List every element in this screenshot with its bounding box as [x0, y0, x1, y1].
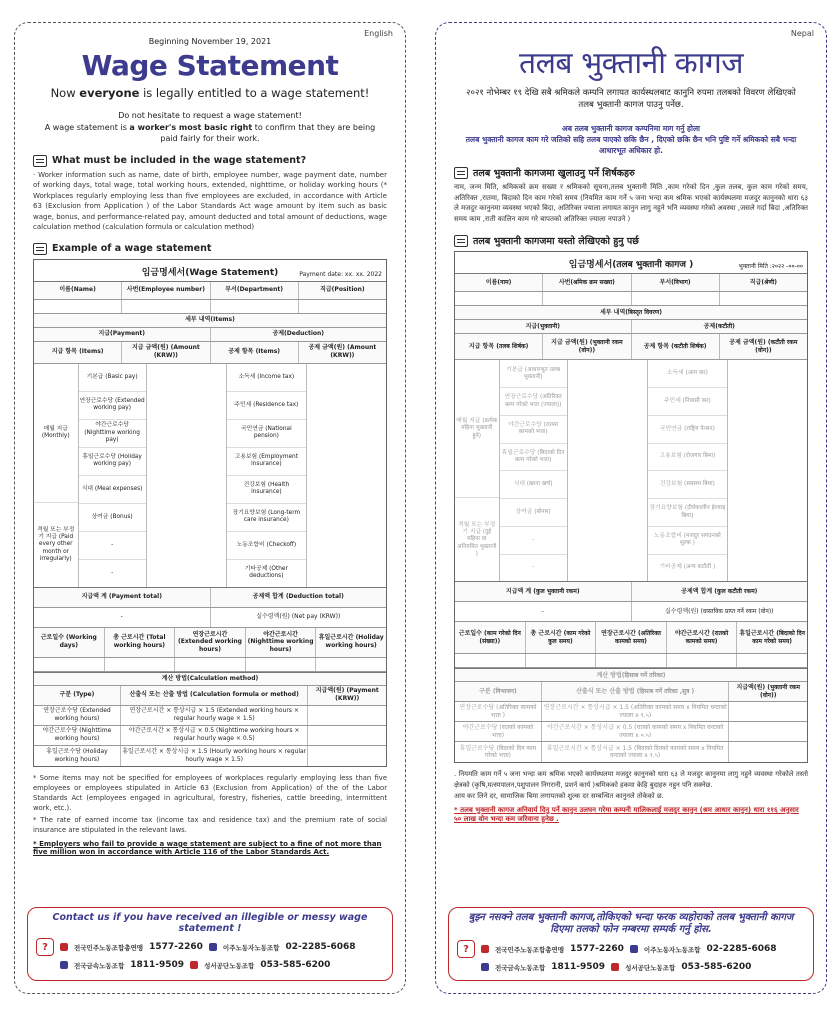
org-name: 이주노동자노동조합 — [643, 945, 701, 954]
deduction-item: 장기요양보험 (Long-term care insurance) — [227, 504, 306, 532]
document-icon — [454, 235, 468, 247]
pay-item: - — [532, 564, 535, 571]
deduction-item: 건강보험 (Health insurance) — [227, 476, 306, 504]
calc-type: 휴일근로수당 (बिदाको दिन काम गरेको भत्ता) — [455, 742, 542, 762]
org-name: 이주노동자노동조합 — [222, 943, 280, 952]
info-header: 직급(Position) — [320, 286, 365, 294]
payment-date: Payment date: xx. xx. 2022 — [299, 270, 382, 278]
wage-statement-example — [454, 251, 808, 763]
column-header: 지급 금액(원) (भुक्तानी रकम (वोन)) — [543, 334, 631, 359]
calc-header: 계산 방법(हिसाब गर्ने तरिका) — [596, 671, 666, 679]
footnote: आय कर लिने दर, सामाजिक बिमा लगायतको शुल्क दर सम्बन्धित कानुनले तोकेको छ. — [454, 791, 664, 800]
statement-title: 임금명세서(Wage Statement) — [141, 267, 279, 278]
hours-header: 근로일수 (Working days) — [34, 628, 105, 657]
org-name: 성서공단노동조합 — [204, 961, 255, 970]
pay-item: 휴일근로수당 (Holiday working pay) — [79, 448, 146, 476]
footnote: . नियमति काम गर्ने ५ जना भन्दा कम श्रमिक भएको कार्यस्थलमा मजदुर कानुनको धारा ६३ ले मजदुर कानुनमा लागु नहुने व्यवस्था गरेकोले तस्तो क्षेत्रको (कृषि,मत्स्यपालन,पशुपालन निगरानी, प्रशर्न कार्य )श्रमिकको हकमा केहि बुदाहरु नहुन पनि सक्नेछ. — [454, 770, 808, 789]
phone-number[interactable]: 053-585-6200 — [681, 962, 752, 972]
calc-formula: 야간근로시간 × 통상시급 × 0.5 (Nighttime working hours × regular hourly wage × 0.5) — [121, 726, 309, 745]
column-header: 공제 금액(원) (कटौती रकम (वोन)) — [729, 339, 798, 354]
pay-item: 식대 (Meal expenses) — [79, 476, 146, 504]
deduction-item: 국민연금 (राष्ट्रिय पेन्सन) — [648, 416, 727, 444]
calc-formula: 휴일근로시간 × 통상시급 × 1.5 (Hourly working hours × regular hourly wage × 1.5) — [121, 746, 309, 766]
subtitle: Now everyone is legally entitled to a wage statement! — [50, 86, 370, 100]
nepali-panel — [435, 22, 827, 994]
group-label: 격월 또는 부정기 지급 (दुई महिना वा अनियमित भुक्तानी ) — [457, 521, 497, 557]
section-heading-example: Example of a wage statement — [33, 243, 387, 255]
pay-item: - — [111, 569, 114, 576]
union-logo-icon — [60, 943, 68, 951]
calc-type: 연장근로수당 (अतिरिक्त कामको भत्ता ) — [455, 702, 542, 721]
info-header: 이름(नाम) — [455, 274, 543, 291]
pay-item: 상여금 (बोनस) — [500, 499, 567, 527]
group-label: 매월 지급 (प्रत्येक महिना भुक्तानी हुने) — [455, 360, 499, 498]
contents-description: · Worker information such as name, date of birth, employee number, wage payment date, number of working days, total wage, total working hours, extended, nighttime, or holiday working hours (* Workplaces regularly employing less than five employees are excluded, in accordance with Article 63 (Exclusion from Application ) of the Labor Standards Act wage amount by item such as basic wage, bonus, and performance-related pay, amount deducted and total amount of deductions, wage calculation method (calculation formula or calculation method) — [33, 170, 387, 232]
phone-number[interactable]: 053-585-6200 — [260, 960, 331, 970]
document-icon — [454, 167, 468, 179]
effective-date: Beginning November 19, 2021 — [148, 37, 272, 46]
phone-number[interactable]: 1811-9509 — [551, 962, 606, 972]
contact-title: बुझ्न नसक्ने तलब भुक्तानी कागज,तोकिएको भन्दा फरक व्यहोराको तलब भुक्तानी कागज दिएमा तलको फोन नम्बरमा सम्पर्क गर्नु होस. — [468, 912, 794, 935]
group-label: 매월 지급 (Monthly) — [34, 364, 78, 503]
union-logo-icon — [190, 961, 198, 969]
info-header: 부서(Department) — [211, 282, 299, 299]
intro-text: अब तलब भुक्तानी कागज कम्पनिमा माग गर्नु होला तलब भुक्तानी कागज काम गरे जतिको सहि तलब पाएको छकि छैन , दिएको छकि छैन भनि पुष्टि गर्ने श्रमिकको सबै भन्दा आधारभूत अधिकार हो. — [465, 123, 797, 155]
calc-type: 휴일근로수당 (Holiday working hours) — [34, 746, 121, 766]
calc-formula: 휴일근로시간 × 통상시급 × 1.5 (बिदाको दिनको कामको समय x नियमित घन्टाको ज्याला x १.५) — [542, 742, 730, 762]
phone-icon: ? — [36, 938, 54, 956]
hours-header: 휴일근로시간 (Holiday working hours) — [318, 634, 384, 650]
fine-notice: * तलब भुक्तानी कागज अनिवार्य दिनु पर्ने कानुन उलघन गरेमा कम्पनी मालिकलाई मजदुर कानुन (श्रम आधार कानुन) धारा ११६ अनुसार ५० लाख वोन भन्दा कम जरिवाना हुनेछ . — [454, 805, 799, 823]
pay-item: - — [500, 527, 567, 555]
deduction-item: 노동조합비 (मजदुर सगंठनको शुल्क ) — [648, 527, 727, 555]
calc-col: 지급액(원) (भुक्तानी रकम (वोन)) — [736, 684, 800, 699]
calc-type: 야간근로수당 (रातको कामको भत्ता) — [455, 722, 542, 741]
page-title: तलब भुक्तानी कागज — [518, 46, 744, 81]
pay-item: 기본급 (Basic pay) — [79, 364, 146, 392]
pay-item: 야간근로수당 (Nighttime working pay) — [79, 420, 146, 448]
document-icon — [33, 243, 47, 255]
statement-title: 임금명세서(तलब भुक्तानी कागज ) — [568, 260, 694, 271]
calc-formula: 야간근로시간 × 통상시급 × 0.5 (रातको कामको समय x नियमित घन्टाको ज्याला x ०.५) — [542, 722, 730, 741]
section-heading-contents: तलब भुक्तानी कागजमा खुलाउनु पर्ने शिर्षकहरु — [454, 166, 808, 179]
group-label: 격월 또는 부정기 지급 (Paid every other month or irregularly) — [37, 526, 75, 562]
document-icon — [33, 155, 47, 167]
union-logo-icon — [630, 945, 638, 953]
pay-item: 상여금 (Bonus) — [79, 504, 146, 532]
calc-type: 연장근로수당 (Extended working hours) — [34, 706, 121, 725]
column-header: 공제 금액(원) (Amount (KRW)) — [308, 344, 377, 360]
union-logo-icon — [611, 963, 619, 971]
pay-item: 휴일근로수당 (बिदाको दिन काम गरेको भत्ता) — [500, 444, 567, 472]
info-header: 직급(श्रेणी) — [749, 279, 777, 286]
phone-number[interactable]: 02-2285-6068 — [706, 944, 777, 954]
org-name: 전국금속노동조합 — [74, 961, 125, 970]
payment-total-value: - — [34, 608, 211, 627]
phone-icon: ? — [457, 940, 475, 958]
subtitle: २०२१ नोभेम्बर १९ देखि सबै श्रमिकले कम्पनि लगायत कार्यस्थलबाट कानुनि रुपमा तलबको विवरण लेखिएको तलब भुक्तानी कागज पाउनु पर्नेछ. — [466, 88, 796, 110]
deduction-item: 기타공제 (Other deductions) — [244, 566, 288, 580]
payment-total: 지급액 계 (कुल भुक्तानी रकम) — [455, 582, 632, 601]
union-logo-icon — [60, 961, 68, 969]
union-logo-icon — [481, 945, 489, 953]
payment-date: भुक्तानी मिति :२०२२ -००-०० — [738, 263, 803, 271]
net-pay: 실수령액(원) (Net pay (KRW)) — [256, 613, 341, 621]
contact-box — [27, 907, 393, 981]
column-header: 지급 항목 (तलब शिर्षक) — [455, 334, 543, 359]
calc-type: 야간근로수당 (Nighttime working hours) — [34, 726, 121, 745]
page-title: Wage Statement — [81, 49, 339, 82]
hours-header: 휴일근로시간 (बिदाको दिन काम गरेको समय) — [739, 630, 805, 645]
hours-header: 야간근로시간 (Nighttime working hours) — [246, 628, 317, 657]
calc-formula: 연장근로시간 × 통상시급 × 1.5 (अतिरिक्त कामको समय x नियमित घन्टाको ज्याला x १.५) — [542, 702, 730, 721]
info-header: 부서(विभाग) — [632, 274, 720, 291]
org-name: 전국민주노동조합총연맹 — [74, 943, 144, 952]
info-header: 사번(Employee number) — [122, 282, 210, 299]
payment-header: 지급(Payment) — [34, 328, 211, 341]
payment-total: 지급액 계 (Payment total) — [34, 588, 211, 607]
union-logo-icon — [209, 943, 217, 951]
calc-header: 계산 방법(Calculation method) — [161, 674, 259, 682]
items-grid — [34, 364, 386, 588]
language-label: English — [364, 29, 393, 38]
contact-box — [448, 907, 814, 981]
column-header: 지급 항목 (Items) — [34, 342, 122, 363]
calc-col: 지급액(원) (Payment (KRW)) — [315, 687, 379, 703]
items-grid — [455, 360, 807, 582]
deduction-header: 공제(Deduction) — [272, 330, 325, 338]
footnote: * The rate of earned income tax (income tax and residence tax) and the premium rate of social insurance are stipulated in the relevant laws. — [33, 815, 387, 834]
pay-item: 야간근로수당 (रातमा कामको भत्ता) — [500, 416, 567, 444]
info-header: 이름(Name) — [34, 282, 122, 299]
contents-description: नाम, जन्म मिति, श्रमिकको क्रम सख्या र श्रमिकको सूचना,तलब भुक्तानी मिति ,काम गरेको दिन ,कुल तलब, कुल काम गरेको समय, अतिरिक्त ,रातमा, बिदाको दिन काम गरेको समय (नियमित काम गर्ने ५ जना भन्दा कम श्रमिक भएको कार्यस्थलमा मजदुर कानुनको धारा ६३ ले मजदुर कानुनमा व्यवस्था भएको बिदा, अतिरिक्त ज्याला लगायत कानुन लागु नहुने भनि व्यवस्था गरेको अवस्था ,जसले गर्दा बिदा ,अतिरिक्त समय काम ,राती कालिन काम गरे बापतको अतिरिक्त ज्याला नपाउने ) — [454, 183, 808, 223]
deduction-item: 건강보험 (स्वास्थ्य बिमा) — [648, 471, 727, 499]
deduction-item: 고용보험 (रोजगार बिमा) — [648, 444, 727, 472]
org-name: 전국금속노동조합 — [495, 963, 546, 972]
deduction-total: 공제액 합계 (कुल कटौती रकम) — [681, 588, 758, 595]
contact-title: Contact us if you have received an illegible or messy wage statement ! — [52, 912, 368, 934]
wage-statement-example — [33, 259, 387, 767]
items-header: 세부 내역(Items) — [185, 316, 235, 324]
column-header: 공제 항목 (Items) — [211, 342, 299, 363]
calc-formula: 연장근로시간 × 통상시급 × 1.5 (Extended working hours × regular hourly wage × 1.5) — [121, 706, 309, 725]
org-name: 성서공단노동조합 — [625, 963, 676, 972]
calc-col: 산출식 또는 산출 방법 (Calculation formula or method) — [121, 686, 309, 705]
payment-total-value: - — [455, 602, 632, 621]
pay-item: 연장근로수당 (अतिरिक्त काम गरेको भत्ता (ज्याला)) — [500, 388, 567, 416]
deduction-item: 주민세 (Residence tax) — [227, 392, 306, 420]
deduction-item: 기타공제 (अन्य कटौती ) — [659, 564, 716, 571]
section-heading-contents: What must be included in the wage statement? — [33, 155, 387, 167]
hours-header: 총 근로시간 (काम गरेको कुल समय) — [526, 622, 597, 653]
net-pay: 실수령액(원) (वास्तविक प्राप्त गर्ने रकम (वोन)) — [664, 608, 774, 615]
deduction-item: 소득세 (Income tax) — [227, 364, 306, 392]
hours-header: 연장근로시간 (Extended working hours) — [175, 628, 246, 657]
org-name: 전국민주노동조합총연맹 — [495, 945, 565, 954]
english-panel — [14, 22, 406, 994]
deduction-item: 노동조합비 (Checkoff) — [227, 532, 306, 560]
phone-number[interactable]: 02-2285-6068 — [285, 942, 356, 952]
phone-number[interactable]: 1577-2260 — [149, 942, 203, 952]
items-header: 세부 내역(बिस्तृत विवरण) — [599, 309, 663, 316]
info-header: 사번(श्रमिक क्रम सख्या) — [543, 274, 631, 291]
hours-header: 총 근로시간 (Total working hours) — [105, 628, 176, 657]
deduction-item: 소득세 (आय कर) — [648, 360, 727, 388]
calc-col: 구분 (विभाजन) — [455, 682, 542, 701]
deduction-item: 장기요양보험 (दीर्घकालीन हेरचाह बिमा) — [648, 499, 727, 527]
intro-text: Do not hesitate to request a wage statement! A wage statement is a worker's most basic right to confirm that they are being paid fairly for their work. — [44, 111, 376, 144]
column-header: 지급 금액(원) (Amount (KRW)) — [122, 342, 210, 363]
deduction-total: 공제액 합계 (Deduction total) — [252, 593, 344, 601]
pay-item: 연장근로수당 (Extended working pay) — [79, 392, 146, 420]
language-label: Nepal — [790, 29, 814, 38]
calc-col: 산출식 또는 산출 방법 (हिसाब गर्ने तरिका ,सुत्र ) — [542, 682, 730, 701]
pay-item: 기본급 (आधारभूत तलब भुक्तानी) — [500, 360, 567, 388]
calc-col: 구분 (Type) — [34, 686, 121, 705]
union-logo-icon — [481, 963, 489, 971]
pay-item: - — [79, 532, 146, 560]
deduction-item: 국민연금 (National pension) — [227, 420, 306, 448]
section-heading-example: तलब भुक्तानी कागजमा यस्तो लेखिएको हुनु पर्छ — [454, 234, 808, 247]
column-header: 공제 항목 (कटौती शिर्षक) — [632, 334, 720, 359]
deduction-item: 고용보험 (Employment insurance) — [227, 448, 306, 476]
deduction-item: 주민세 (निवासी कर) — [648, 388, 727, 416]
payment-header: 지급(भुक्तानी) — [455, 320, 632, 333]
phone-number[interactable]: 1577-2260 — [570, 944, 624, 954]
pay-item: 식대 (खाना खर्च) — [500, 471, 567, 499]
hours-header: 야간근로시간 (रातको कामको समय) — [667, 622, 738, 653]
hours-header: 근로일수 (काम गरेको दिन (संख्या)) — [455, 622, 526, 653]
fine-notice: * Employers who fail to provide a wage statement are subject to a fine of not more than five million won in accordance with Article 116 of the Labor Standards Act. — [33, 839, 382, 856]
deduction-header: 공제(कटौती) — [703, 323, 735, 330]
footnote: * Some items may not be specified for employees of workplaces regularly employing less than five employees or employees stipulated in Article 63 (Exclusion from Application) of the of the Labor Standards Act (employees engaged in agricultural, forestry, fisheries, cattle breeding, intermittent work, etc.). — [33, 773, 387, 813]
hours-header: 연장근로시간 (अतिरिक्त कामको समय) — [596, 622, 667, 653]
phone-number[interactable]: 1811-9509 — [130, 960, 185, 970]
